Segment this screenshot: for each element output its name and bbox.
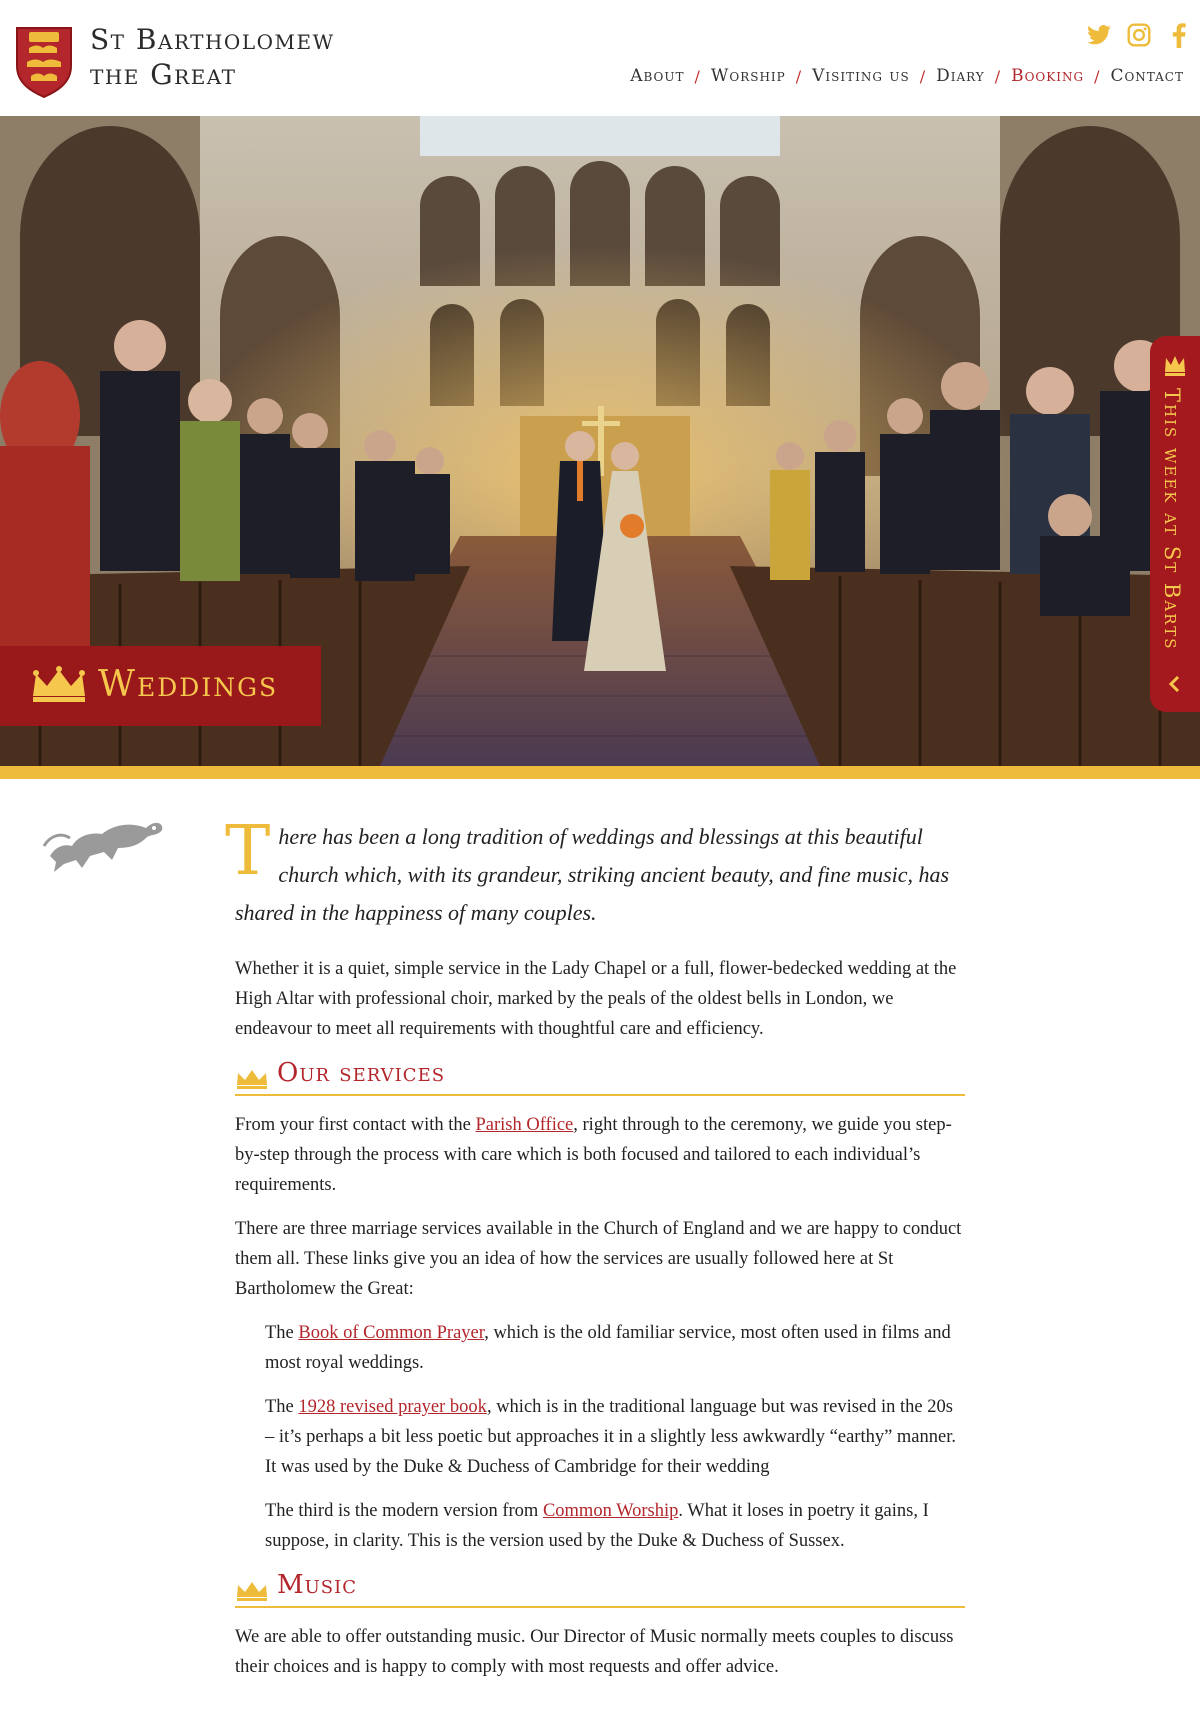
service-option-bcp: The Book of Common Prayer, which is the old familiar service, most often used in films and most royal weddings. [265,1323,951,1373]
this-week-label: This week at St Barts [1160,388,1184,651]
common-worship-link[interactable]: Common Worship [542,1501,679,1521]
this-week-tab[interactable] [1150,336,1200,712]
service-option-common-worship: The third is the modern version from Common Worship. What it loses in poetry it gains, I suppose, in clarity. This is the version used by the Duke & Duchess of Sussex. [265,1501,929,1551]
main-content [225,812,965,1696]
crown-icon [30,666,88,704]
page-title: Weddings [98,664,279,705]
lead-text: here has been a long tradition of weddings and blessings at this beautiful church which, with its grandeur, striking ancient beauty, and fine music, has shared in the happiness of many couples. [235,824,950,925]
crown-icon [1163,354,1187,376]
section-heading-services [235,1058,965,1096]
nav-visiting-us[interactable]: Visiting us [812,66,910,86]
intro-paragraph: Whether it is a quiet, simple service in the Lady Chapel or a full, flower-bedecked wedding at the High Altar with professional choir, marked by the peals of the oldest bells in London, we endeavour to meet all requirements with thoughtful care and efficiency. [235,959,957,1039]
nav-about[interactable]: About [630,66,685,86]
music-paragraph: We are able to offer outstanding music. Our Director of Music normally meets couples to discuss their choices and is happy to comply with most requests and offer advice. [235,1627,954,1677]
chevron-left-icon [1165,674,1185,694]
twitter-icon[interactable] [1086,22,1112,48]
hero-gold-divider [0,766,1200,779]
nav-separator: / [694,66,701,86]
main-nav [630,66,1184,86]
nav-diary[interactable]: Diary [936,66,985,86]
crown-icon [235,1068,269,1090]
nav-separator: / [795,66,803,86]
page-title-banner [0,646,321,726]
parish-office-link[interactable]: Parish Office [475,1115,574,1135]
section-heading-music [235,1570,965,1608]
instagram-icon[interactable] [1126,22,1152,48]
nav-booking[interactable]: Booking [1011,66,1085,86]
facebook-icon[interactable] [1166,22,1192,48]
music-heading-text: Music [277,1570,358,1600]
nav-contact[interactable]: Contact [1110,66,1184,86]
crown-icon [235,1580,269,1602]
book-of-common-prayer-link[interactable]: Book of Common Prayer [298,1323,485,1343]
services-heading-text: Our services [277,1058,446,1088]
services-paragraph-2: There are three marriage services available in the Church of England and we are happy to conduct them all. These links give you an idea of how the services are usually followed here at St Bartholomew the Great: [235,1219,962,1299]
revised-prayer-book-link[interactable]: 1928 revised prayer book [298,1397,487,1417]
drop-cap: T [225,812,271,891]
services-paragraph-1: From your first contact with the Parish Office, right through to the ceremony, we guide you step-by-step through the process with care which is both focused and tailored to each individual’s requirements. [235,1115,952,1195]
service-option-1928: The 1928 revised prayer book, which is in the traditional language but was revised in the 20s – it’s perhaps a bit less poetic but approaches it in a slightly less awkwardly “earthy” manner. It was used by the Duke & Duchess of Cambridge for their wedding [265,1397,956,1477]
social-links [1086,22,1192,48]
nav-separator: / [1094,66,1101,86]
nav-worship[interactable]: Worship [710,66,786,86]
site-title[interactable]: St Bartholomew the Great [90,23,335,91]
lead-paragraph [225,812,965,932]
nav-separator: / [919,66,927,86]
site-header [0,0,1200,116]
coat-of-arms-logo[interactable] [15,26,73,98]
nav-separator: / [994,66,1002,86]
lion-emblem [42,816,166,874]
